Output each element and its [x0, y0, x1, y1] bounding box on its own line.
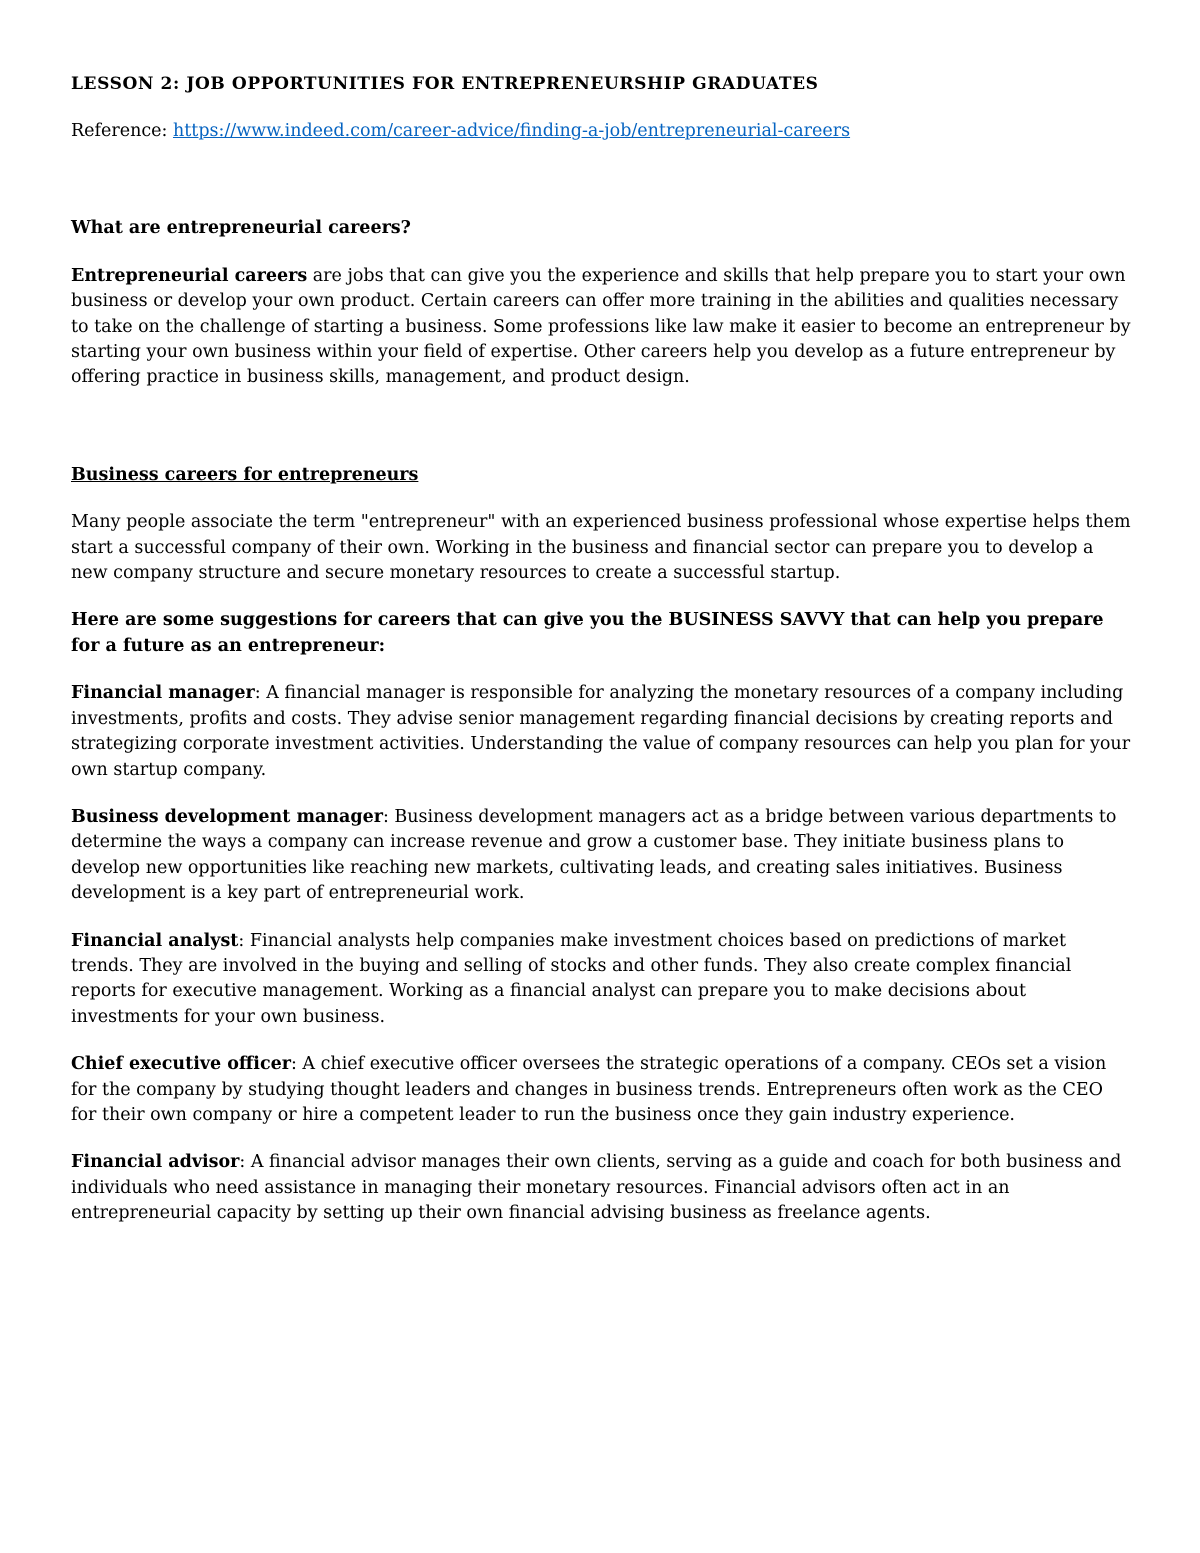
career-financial-advisor [71, 1150, 1131, 1226]
career-description: : A financial manager is responsible for analyzing the monetary resources of a company including investments, profits and costs. They advise senior management regarding financial decisions by creating reports and strategizing corporate investment activities. Understanding the value of company resources can help you plan for your own startup company. [71, 683, 1131, 780]
career-description: : A chief executive officer oversees the strategic operations of a company. CEOs set a vision for the company by studying thought leaders and changes in business trends. Entrepreneurs often work as the CEO for their own company or hire a competent leader to run the business once they gain industry experience. [71, 1054, 1107, 1125]
reference-line [71, 119, 1131, 144]
career-description: : A financial advisor manages their own clients, serving as a guide and coach for both business and individuals who need assistance in managing their monetary resources. Financial advisors often act in an entrepreneurial capacity by setting up their own financial advising business as freelance agents. [71, 1152, 1122, 1224]
lesson-title: LESSON 2: JOB OPPORTUNITIES FOR ENTREPRENEURSHIP GRADUATES [71, 74, 819, 94]
question-heading: What are entrepreneurial careers? [71, 218, 411, 239]
career-business-development-manager [71, 805, 1131, 907]
document-page [71, 72, 1131, 1227]
career-description: : Financial analysts help companies make investment choices based on predictions of market trends. They are involved in the buying and selling of stocks and other funds. They also create complex financial reports for executive management. Working as a financial analyst can prepare you to make decisions about investments for your own business. [71, 930, 1072, 1027]
career-term: Financial analyst [71, 930, 239, 951]
reference-link[interactable]: https://www.indeed.com/career-advice/finding-a-job/entrepreneurial-careers [172, 121, 851, 141]
intro-text: are jobs that can give you the experience and skills that help prepare you to start your own business or develop your own product. Certain careers can offer more training in the abilities and qualities necessary to take on the challenge of starting a business. Some professions like law make it easier to become an entrepreneur by starting your own business within your field of expertise. Other careers help you develop as a future entrepreneur by offering practice in business skills, management, and product design. [71, 265, 1131, 388]
reference-label: Reference: [71, 121, 173, 141]
career-term: Chief executive officer [71, 1054, 291, 1075]
suggestions-heading: Here are some suggestions for careers that can give you the BUSINESS SAVVY that can help you prepare for a future as an entrepreneur: [71, 610, 1104, 656]
career-chief-executive-officer [71, 1052, 1131, 1128]
career-description: : Business development managers act as a bridge between various departments to determine the ways a company can increase revenue and grow a customer base. They initiate business plans to develop new opportunities like reaching new markets, cultivating leads, and creating sales initiatives. Business development is a key part of entrepreneurial work. [71, 806, 1117, 904]
career-term: Financial advisor [71, 1152, 240, 1173]
career-term: Financial manager [71, 683, 255, 704]
section-paragraph: Many people associate the term "entrepreneur" with an experienced business professional whose expertise helps them start a successful company of their own. Working in the business and financial sector can prepare you to develop a new company structure and secure monetary resources to create a successful startup. [71, 512, 1131, 584]
career-financial-analyst [71, 929, 1131, 1031]
intro-term: Entrepreneurial careers [71, 265, 308, 286]
career-financial-manager [71, 681, 1131, 783]
intro-paragraph [71, 264, 1131, 391]
career-term: Business development manager [71, 806, 383, 827]
section-heading: Business careers for entrepreneurs [71, 464, 419, 485]
